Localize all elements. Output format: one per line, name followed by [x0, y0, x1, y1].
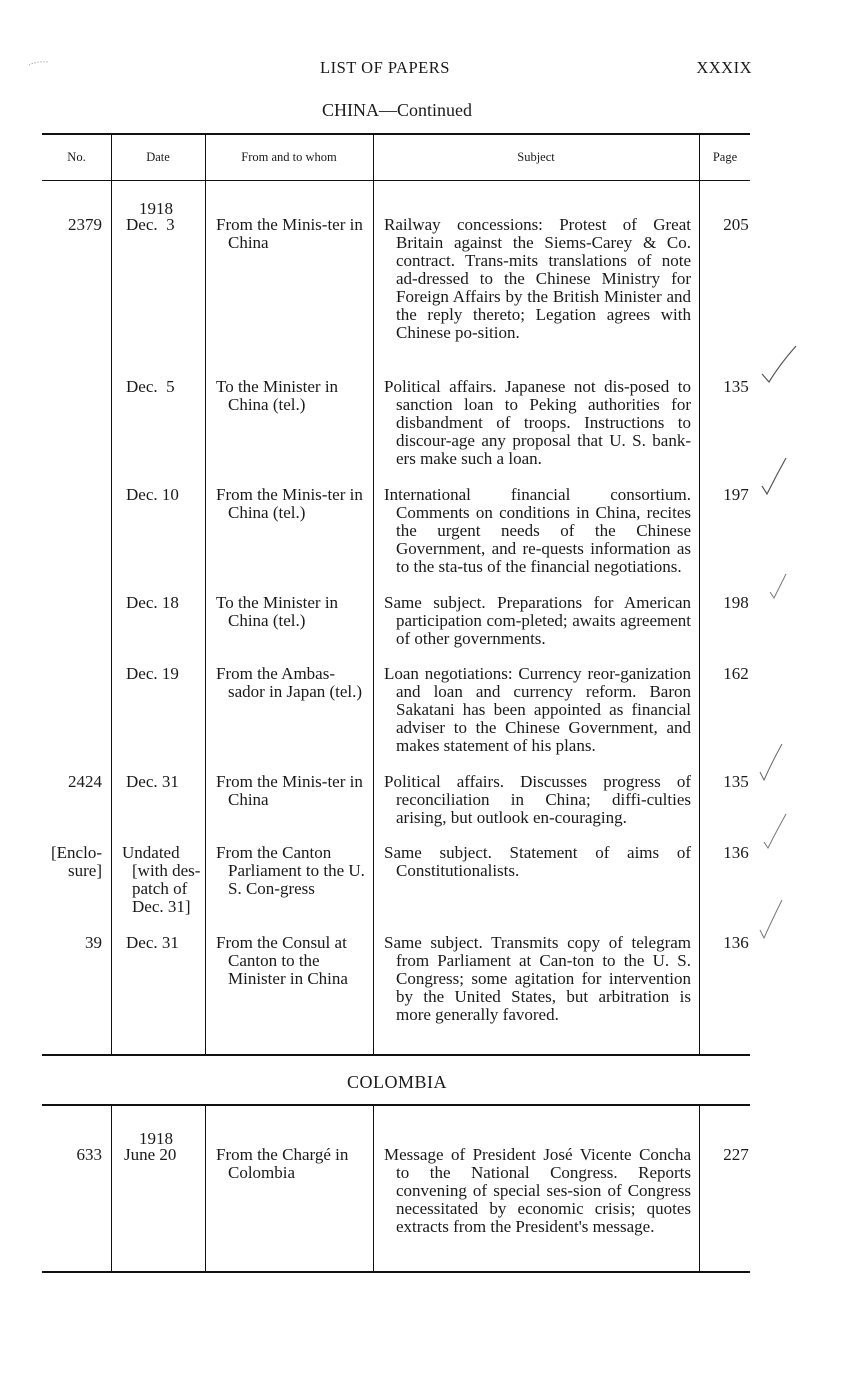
entry-date: Undated [with des-patch of Dec. 31]: [122, 843, 201, 916]
page-title: LIST OF PAPERS: [320, 58, 450, 77]
entry-date: Dec. 5: [126, 377, 175, 396]
entry-date: Dec. 19: [126, 664, 179, 683]
entry-date: Dec. 31: [126, 772, 179, 791]
section-title-china: CHINA—Continued: [322, 100, 472, 120]
entry-subject: Message of President José Vicente Concha to the National Congress. Reports convening of special ses-sion of Congress necessitated by economic crisis; quotes extracts from the President's message.: [384, 1145, 691, 1236]
entry-subject: Political affairs. Discusses progress of reconciliation in China; diffi-culties arising, but outlook en-couraging.: [384, 772, 691, 827]
entry-page: 205: [723, 215, 749, 234]
entry-number: [Enclo-sure]: [51, 843, 102, 880]
entry-subject: Same subject. Statement of aims of Constitutionalists.: [384, 843, 691, 880]
entry-number: 39: [85, 933, 102, 952]
pencil-checkmark-icon: [762, 812, 790, 856]
entry-number: 2424: [68, 772, 102, 791]
entry-page: 162: [723, 664, 749, 683]
entry-subject: Political affairs. Japanese not dis-posed to sanction loan to Peking authorities for disbandment of troops. Instructions to discour-age any proposal that U. S. bank-ers make such a loan.: [384, 377, 691, 468]
column-divider: [699, 135, 700, 1055]
entry-year: 1918: [139, 199, 173, 218]
entry-subject: Same subject. Transmits copy of telegram from Parliament at Can-ton to the U. S. Congress; some agitation for intervention by the United States, but arbitration is more generally favored.: [384, 933, 691, 1024]
entry-from-to: From the Minis-ter in China: [216, 772, 363, 809]
pencil-checkmark-icon: [758, 742, 788, 786]
entry-page: 198: [723, 593, 749, 612]
column-divider: [373, 135, 374, 1055]
pencil-checkmark-icon: [758, 898, 786, 944]
running-head: [42, 58, 752, 82]
entry-subject: Same subject. Preparations for American participation com-pleted; awaits agreement of other governments.: [384, 593, 691, 648]
entry-year: 1918: [139, 1129, 173, 1148]
entry-from-to: To the Minister in China (tel.): [216, 593, 339, 630]
entry-date: Dec. 10: [126, 485, 179, 504]
entry-date: Dec. 18: [126, 593, 179, 612]
entry-number: 2379: [68, 215, 102, 234]
entry-date: June 20: [124, 1145, 177, 1164]
entry-from-to: From the Canton Parliament to the U. S. Con-gress: [216, 843, 365, 898]
header-bottom-rule: [42, 180, 750, 181]
entry-page: 197: [723, 485, 749, 504]
table-bottom-rule: [42, 1271, 750, 1273]
section-title-colombia: COLOMBIA: [346, 1072, 447, 1092]
entry-from-to: From the Minis-ter in China: [216, 215, 363, 252]
column-header-from-to: From and to whom: [241, 150, 337, 164]
column-header-page: Page: [712, 150, 738, 164]
entry-page: 136: [723, 933, 749, 952]
column-header-subject: Subject: [517, 150, 555, 164]
entry-page: 135: [723, 377, 749, 396]
entry-date: Dec. 3: [126, 215, 175, 234]
table-top-rule: [42, 1104, 750, 1106]
entry-from-to: To the Minister in China (tel.): [216, 377, 339, 414]
column-divider: [205, 1106, 206, 1271]
entry-page: 227: [723, 1145, 749, 1164]
entry-from-to: From the Chargé in Colombia: [216, 1145, 349, 1182]
page-number: XXXIX: [696, 58, 752, 77]
column-divider: [699, 1106, 700, 1271]
entry-date: Dec. 31: [126, 933, 179, 952]
entry-subject: International financial consortium. Comments on conditions in China, recites the urgent needs of the Chinese Government, and re-quests information as to the sta-tus of the financial negotiations.: [384, 485, 691, 576]
entry-from-to: From the Ambas-sador in Japan (tel.): [216, 664, 363, 701]
column-divider: [111, 135, 112, 1055]
table-top-rule: [42, 133, 750, 135]
pencil-checkmark-icon: [760, 456, 790, 500]
entry-from-to: From the Minis-ter in China (tel.): [216, 485, 363, 522]
entry-subject: Railway concessions: Protest of Great Britain against the Siems-Carey & Co. contract. Trans-mits translations of note ad-dressed to the Chinese Ministry for Foreign Affairs by the British Minister and the reply thereto; Legation agrees with Chinese po-sition.: [384, 215, 691, 342]
entry-page: 136: [723, 843, 749, 862]
column-header-date: Date: [146, 150, 170, 164]
entry-subject: Loan negotiations: Currency reor-ganization and loan and currency reform. Baron Sakatani has been appointed as financial adviser to the Chinese Government, and makes statement of his plans.: [384, 664, 691, 755]
entry-from-to: From the Consul at Canton to the Minister in China: [216, 933, 348, 988]
column-header-no: No.: [67, 150, 86, 164]
pencil-checkmark-icon: [768, 572, 790, 604]
column-divider: [111, 1106, 112, 1271]
column-divider: [205, 135, 206, 1055]
table-bottom-rule: [42, 1054, 750, 1056]
entry-number: 633: [76, 1145, 102, 1164]
pencil-checkmark-icon: [760, 344, 800, 388]
entry-page: 135: [723, 772, 749, 791]
column-divider: [373, 1106, 374, 1271]
